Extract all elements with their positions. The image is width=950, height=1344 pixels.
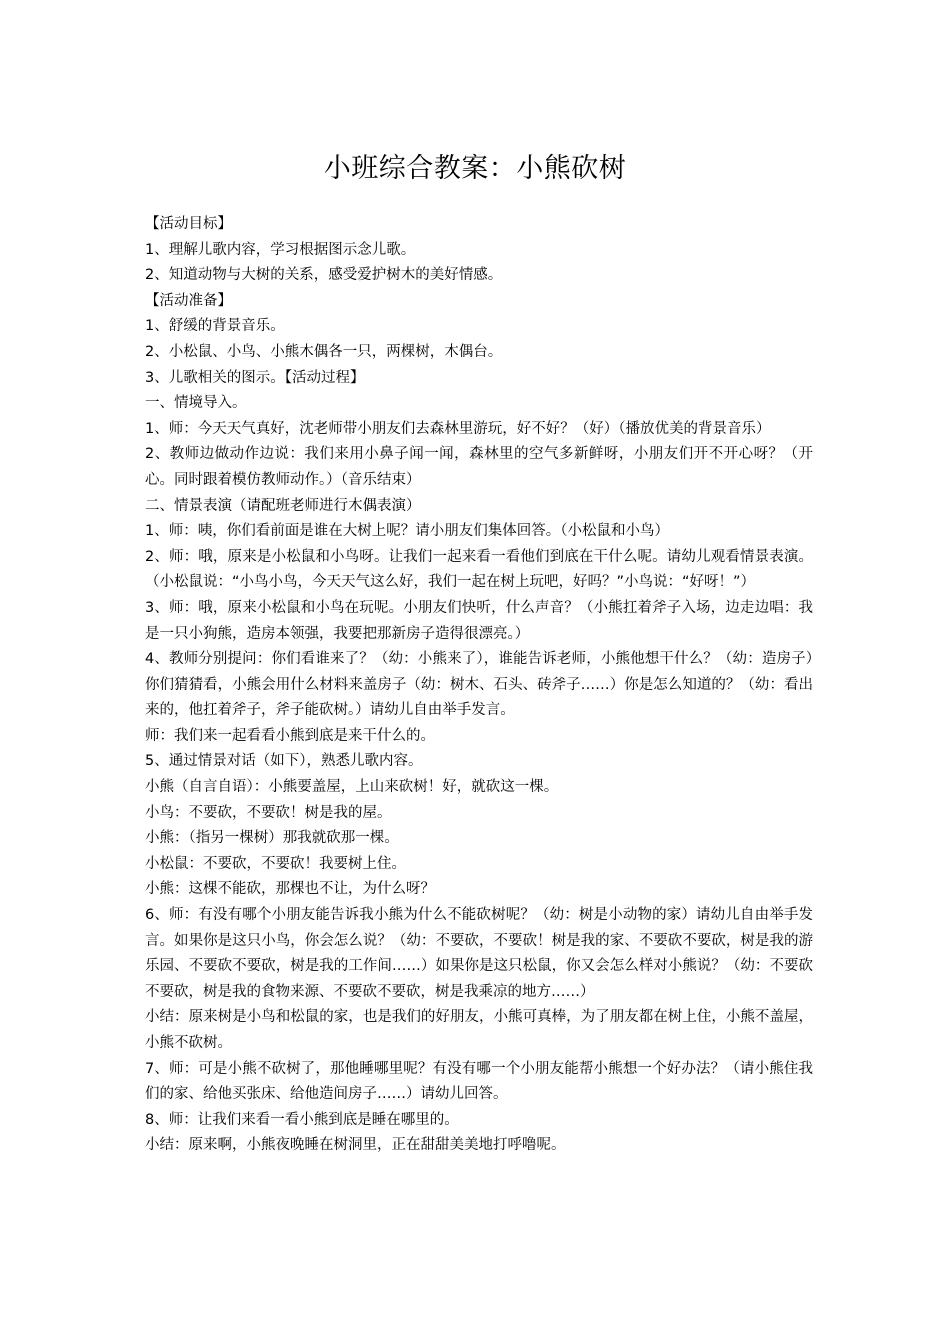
document-paragraph: 3、师：哦，原来小松鼠和小鸟在玩呢。小朋友们快听，什么声音？（小熊扛着斧子入场，边走边唱：我是一只小狗熊，造房本领强，我要把那新房子造得很漂亮。） <box>145 599 813 642</box>
document-paragraph: 小松鼠：不要砍，不要砍！我要树上住。 <box>145 855 406 872</box>
document-paragraph: 师：我们来一起看看小熊到底是来干什么的。 <box>145 727 435 744</box>
document-paragraph: 6、师：有没有哪个小朋友能告诉我小熊为什么不能砍树呢？（幼：树是小动物的家）请幼儿自由举手发言。如果你是这只小鸟，你会怎么说？（幼：不要砍，不要砍！树是我的家、不要砍不要砍，树是我的游乐园、不要砍不要砍，树是我的工作间……）如果你是这只松鼠，你又会怎么样对小熊说？（幼：不要砍不要砍，树是我的食物来源、不要砍不要砍，树是我乘凉的地方……） <box>145 907 813 1000</box>
document-paragraph: 1、师：咦，你们看前面是谁在大树上呢？请小朋友们集体回答。（小松鼠和小鸟） <box>145 523 669 540</box>
document-paragraph: 小熊：这棵不能砍，那棵也不让，为什么呀？ <box>145 881 435 898</box>
document-paragraph: 5、通过情景对话（如下），熟悉儿歌内容。 <box>145 753 423 770</box>
document-paragraph: 【活动目标】 <box>145 216 232 232</box>
document-paragraph: 小熊：（指另一棵树）那我就砍那一棵。 <box>145 830 399 847</box>
document-paragraph: 2、教师边做动作边说：我们来用小鼻子闻一闻，森林里的空气多新鲜呀，小朋友们开不开心呀？（开心。同时跟着模仿教师动作。）（音乐结束） <box>145 446 813 488</box>
document-paragraph: 一、情境导入。 <box>145 395 247 412</box>
document-paragraph: 8、师：让我们来看一看小熊到底是睡在哪里的。 <box>145 1111 459 1128</box>
document-paragraph: 1、舒缓的背景音乐。 <box>145 318 285 335</box>
document-paragraph: 小结：原来啊，小熊夜晚睡在树洞里，正在甜甜美美地打呼噜呢。 <box>145 1137 566 1154</box>
document-paragraph: 2、小松鼠、小鸟、小熊木偶各一只，两棵树，木偶台。 <box>145 343 503 360</box>
document-paragraph: 小鸟：不要砍，不要砍！树是我的屋。 <box>145 804 392 821</box>
document-paragraph: 小熊（自言自语）：小熊要盖屋，上山来砍树！好，就砍这一棵。 <box>145 779 559 796</box>
document-paragraph: 2、知道动物与大树的关系，感受爱护树木的美好情感。 <box>145 267 503 284</box>
document-paragraph: 4、教师分别提问：你们看谁来了？（幼：小熊来了），谁能告诉老师，小熊他想干什么？（幼：造房子）你们猜猜看，小熊会用什么材料来盖房子（幼：树木、石头、砖斧子……）你是怎么知道的？（幼：看出来的，他扛着斧子，斧子能砍树。）请幼儿自由举手发言。 <box>145 651 813 719</box>
document-paragraph: 小结：原来树是小鸟和松鼠的家，也是我们的好朋友，小熊可真棒，为了朋友都在树上住，小熊不盖屋，小熊不砍树。 <box>145 1009 813 1051</box>
document-paragraph: 二、情景表演（请配班老师进行木偶表演） <box>145 497 421 514</box>
document-title: 小班综合教案：小熊砍树 <box>323 153 627 185</box>
document-paragraph: 7、师：可是小熊不砍树了，那他睡哪里呢？有没有哪一个小朋友能帮小熊想一个好办法？（请小熊住我们的家、给他买张床、给他造间房子……）请幼儿回答。 <box>145 1060 813 1103</box>
document-body <box>145 212 813 1159</box>
document-paragraph: 3、儿歌相关的图示。【活动过程】 <box>145 369 365 386</box>
document-paragraph: 1、师：今天天气真好，沈老师带小朋友们去森林里游玩，好不好？（好）（播放优美的背景音乐） <box>145 420 771 437</box>
document-paragraph: 1、理解儿歌内容，学习根据图示念儿歌。 <box>145 241 416 258</box>
document-paragraph: 2、师：哦，原来是小松鼠和小鸟呀。让我们一起来看一看他们到底在干什么呢。请幼儿观看情景表演。（小松鼠说：“小鸟小鸟，今天天气这么好，我们一起在树上玩吧，好吗？”小鸟说：“好呀！”） <box>145 548 813 591</box>
document-paragraph: 【活动准备】 <box>145 292 232 309</box>
